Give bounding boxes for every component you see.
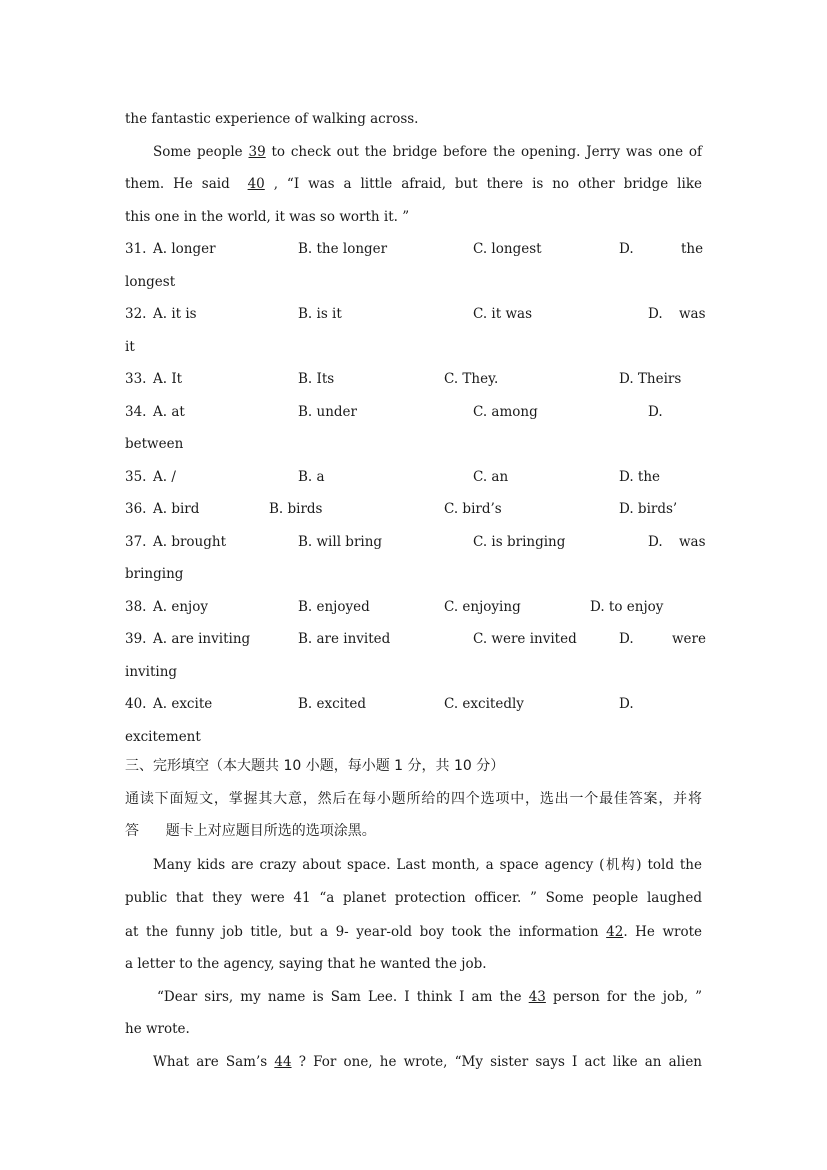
option-d-wrap: inviting [125,664,178,680]
option-d-wrap: bringing [125,566,184,582]
question-number: 35. [125,469,147,485]
blank-40: 40 [247,176,265,192]
section-heading: 三、完形填空（本大题共 10 小题，每小题 1 分，共 10 分） [125,758,505,774]
option-c: C. were invited [473,631,577,647]
section-instructions: 答 题卡上对应题目所选的选项涂黑。 [125,823,376,839]
option-d: D. [648,534,663,550]
option-d: D. Theirs [619,371,682,387]
option-a: A. excite [153,696,213,712]
passage-line: at the funny job title, but a 9- year-old boy took the information 42. He wrote [125,924,703,940]
option-a: A. enjoy [153,599,208,615]
option-d: D. [619,696,634,712]
option-c: C. it was [473,306,532,322]
option-a: A. longer [153,241,216,257]
option-a: A. it is [153,306,197,322]
question-number: 36. [125,501,147,517]
option-d: D. to enjoy [590,599,664,615]
option-c: C. They. [444,371,499,387]
passage-line: “Dear sirs, my name is Sam Lee. I think I am the 43 person for the job, ” [157,989,702,1005]
option-d-text: was [679,534,706,550]
option-b: B. will bring [298,534,383,550]
option-a: A. at [153,404,185,420]
option-d-wrap: it [125,339,135,355]
option-c: C. among [473,404,538,420]
option-d-text: the [681,241,704,257]
option-b: B. enjoyed [298,599,370,615]
option-c: C. longest [473,241,542,257]
option-a: A. brought [153,534,227,550]
blank-39: 39 [248,144,266,160]
passage-line: What are Sam’s 44 ? For one, he wrote, “My sister says I act like an alien [153,1054,702,1070]
option-d-text: were [672,631,706,647]
option-b: B. birds [269,501,323,517]
question-number: 33. [125,371,147,387]
passage-line: Many kids are crazy about space. Last month, a space agency (机构) told the [153,857,702,873]
option-d: D. [619,241,634,257]
passage-line: them. He said 40 , “I was a little afraid, but there is no other bridge like [125,176,702,192]
question-number: 34. [125,404,147,420]
question-number: 32. [125,306,147,322]
passage-line: public that they were 41 “a planet protection officer. ” Some people laughed [125,890,702,906]
option-b: B. the longer [298,241,388,257]
option-d: D. [619,631,634,647]
blank-43: 43 [528,989,546,1005]
option-d: D. [648,404,663,420]
question-number: 40. [125,696,147,712]
blank-42: 42 [606,924,624,940]
section-instructions: 通读下面短文，掌握其大意，然后在每小题所给的四个选项中，选出一个最佳答案，并将 [125,791,702,807]
option-a: A. are inviting [153,631,251,647]
option-d-wrap: between [125,436,184,452]
option-b: B. Its [298,371,335,387]
question-number: 39. [125,631,147,647]
option-a: A. / [153,469,176,485]
option-c: C. an [473,469,509,485]
option-c: C. bird’s [444,501,502,517]
option-d-wrap: longest [125,274,176,290]
option-c: C. enjoying [444,599,521,615]
option-a: A. It [153,371,183,387]
option-d: D. the [619,469,661,485]
question-number: 37. [125,534,147,550]
option-b: B. are invited [298,631,391,647]
option-b: B. under [298,404,357,420]
passage-line: he wrote. [125,1021,190,1037]
option-c: C. excitedly [444,696,524,712]
passage-line: the fantastic experience of walking across. [125,111,419,127]
question-number: 31. [125,241,147,257]
option-b: B. excited [298,696,367,712]
option-d: D. birds’ [619,501,678,517]
blank-44: 44 [274,1054,292,1070]
option-b: B. is it [298,306,342,322]
question-number: 38. [125,599,147,615]
option-d-text: was [679,306,706,322]
passage-line: a letter to the agency, saying that he wanted the job. [125,956,487,972]
option-a: A. bird [153,501,200,517]
option-c: C. is bringing [473,534,566,550]
option-d-wrap: excitement [125,729,201,745]
passage-line: Some people 39 to check out the bridge before the opening. Jerry was one of [153,144,703,160]
option-d: D. [648,306,663,322]
passage-line: this one in the world, it was so worth it. ” [125,209,410,225]
option-b: B. a [298,469,325,485]
